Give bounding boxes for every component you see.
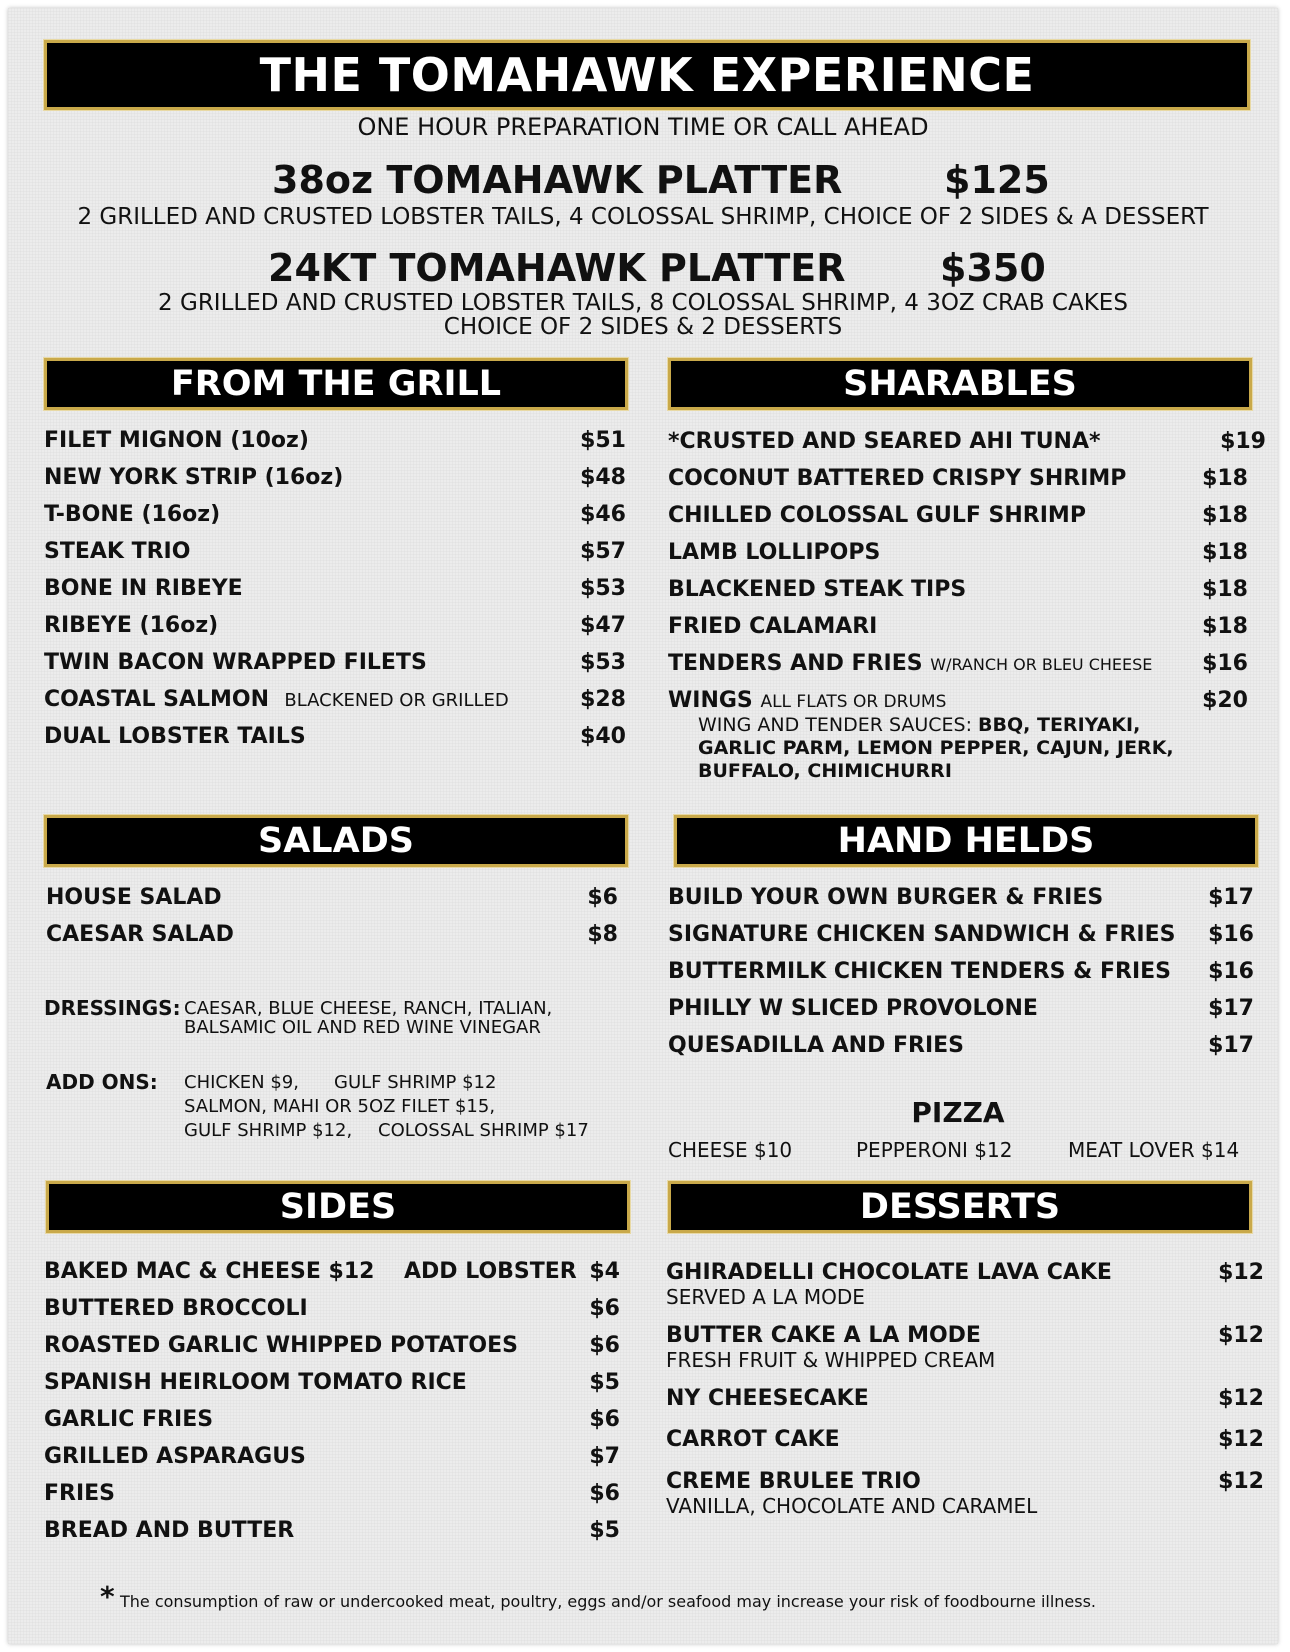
pizza-meat-lover: MEAT LOVER $14 xyxy=(1068,1138,1240,1162)
side-item-mac: BAKED MAC & CHEESE $12 xyxy=(44,1259,375,1284)
addons-gulf-shrimp-2: GULF SHRIMP $12, xyxy=(184,1120,353,1141)
grill-banner xyxy=(44,358,628,410)
grill-item-price: $48 xyxy=(580,465,626,490)
side-item: GARLIC FRIES xyxy=(44,1407,214,1432)
grill-item-price: $57 xyxy=(580,539,626,564)
dessert-item-sub: FRESH FRUIT & WHIPPED CREAM xyxy=(666,1348,996,1372)
sharables-item-note: ALL FLATS OR DRUMS xyxy=(760,692,947,712)
platter-2-name: 24KT TOMAHAWK PLATTER xyxy=(268,246,846,290)
dessert-item-price: $12 xyxy=(1218,1323,1264,1348)
side-item: FRIES xyxy=(44,1481,116,1506)
handheld-item-price: $17 xyxy=(1208,1033,1254,1058)
grill-item: COASTAL SALMON BLACKENED OR GRILLED xyxy=(44,687,509,712)
side-item: SPANISH HEIRLOOM TOMATO RICE xyxy=(44,1370,467,1395)
sharables-item: LAMB LOLLIPOPS xyxy=(668,540,881,565)
footer-disclaimer: The consumption of raw or undercooked meat, poultry, eggs and/or seafood may increase your risk of foodbourne illness. xyxy=(120,1592,1097,1611)
handheld-item-price: $17 xyxy=(1208,885,1254,910)
platter-2-desc-line2: CHOICE OF 2 SIDES & 2 DESSERTS xyxy=(443,314,843,340)
platter-1-name: 38oz TOMAHAWK PLATTER xyxy=(272,158,843,202)
footer-asterisk: * xyxy=(100,1580,115,1613)
side-item-price: $6 xyxy=(589,1296,620,1321)
addons-colossal-shrimp: COLOSSAL SHRIMP $17 xyxy=(378,1120,589,1141)
sharables-item-price: $18 xyxy=(1202,503,1248,528)
sharables-item: CHILLED COLOSSAL GULF SHRIMP xyxy=(668,503,1086,528)
dessert-item-price: $12 xyxy=(1218,1427,1264,1452)
sharables-item-price: $18 xyxy=(1202,540,1248,565)
grill-item-price: $51 xyxy=(580,428,626,453)
grill-item-price: $53 xyxy=(580,650,626,675)
dessert-item: NY CHEESECAKE xyxy=(666,1386,869,1411)
handhelds-title: HAND HELDS xyxy=(837,821,1095,861)
grill-item-price: $47 xyxy=(580,613,626,638)
handheld-item-price: $16 xyxy=(1208,922,1254,947)
handheld-item-price: $17 xyxy=(1208,996,1254,1021)
dessert-item-price: $12 xyxy=(1218,1469,1264,1494)
sharables-item: COCONUT BATTERED CRISPY SHRIMP xyxy=(668,466,1127,491)
pizza-title: PIZZA xyxy=(911,1096,1005,1129)
salad-item-price: $8 xyxy=(587,922,618,947)
sharables-item: FRIED CALAMARI xyxy=(668,614,878,639)
sides-banner xyxy=(46,1181,630,1233)
grill-item: BONE IN RIBEYE xyxy=(44,576,243,601)
prep-note: ONE HOUR PREPARATION TIME OR CALL AHEAD xyxy=(357,113,929,141)
side-item-price: $5 xyxy=(589,1370,620,1395)
grill-item-price: $53 xyxy=(580,576,626,601)
platter-2-desc-line1: 2 GRILLED AND CRUSTED LOBSTER TAILS, 8 COLOSSAL SHRIMP, 4 3OZ CRAB CAKES xyxy=(158,290,1128,316)
handhelds-banner xyxy=(674,815,1258,867)
sides-title: SIDES xyxy=(279,1187,397,1227)
sharables-item: *CRUSTED AND SEARED AHI TUNA* xyxy=(668,429,1101,454)
menu-title-banner xyxy=(44,40,1250,110)
dessert-item: BUTTER CAKE A LA MODE xyxy=(666,1323,981,1348)
wing-sauces xyxy=(698,714,1174,783)
sharables-item-price: $16 xyxy=(1202,651,1248,676)
side-addon-lobster: ADD LOBSTER xyxy=(404,1259,577,1284)
dressings-line1: CAESAR, BLUE CHEESE, RANCH, ITALIAN, xyxy=(184,998,553,1019)
salad-item: HOUSE SALAD xyxy=(46,885,222,910)
sharables-item-price: $18 xyxy=(1202,577,1248,602)
grill-item: DUAL LOBSTER TAILS xyxy=(44,724,306,749)
handheld-item-price: $16 xyxy=(1208,959,1254,984)
handheld-item: QUESADILLA AND FRIES xyxy=(668,1033,965,1058)
sharables-item: WINGS ALL FLATS OR DRUMS xyxy=(668,688,947,713)
side-item: BUTTERED BROCCOLI xyxy=(44,1296,308,1321)
grill-item-price: $28 xyxy=(580,687,626,712)
dessert-item-price: $12 xyxy=(1218,1386,1264,1411)
grill-item-price: $46 xyxy=(580,502,626,527)
sharables-item-price: $20 xyxy=(1202,688,1248,713)
grill-item-note: BLACKENED OR GRILLED xyxy=(284,690,509,711)
desserts-banner xyxy=(668,1181,1252,1233)
sauces-line1: BBQ, TERIYAKI, xyxy=(978,714,1141,736)
grill-item: FILET MIGNON (10oz) xyxy=(44,428,309,453)
addons-label: ADD ONS: xyxy=(46,1070,158,1094)
side-addon-price: $4 xyxy=(589,1259,620,1284)
sharables-item: TENDERS AND FRIES W/RANCH OR BLEU CHEESE xyxy=(668,651,1153,676)
side-item-price: $6 xyxy=(589,1407,620,1432)
addons-chicken: CHICKEN $9, xyxy=(184,1072,299,1093)
salads-banner xyxy=(44,815,628,867)
side-item: BREAD AND BUTTER xyxy=(44,1518,295,1543)
pizza-pepperoni: PEPPERONI $12 xyxy=(856,1138,1013,1162)
addons-gulf-shrimp: GULF SHRIMP $12 xyxy=(334,1072,497,1093)
handheld-item: BUTTERMILK CHICKEN TENDERS & FRIES xyxy=(668,959,1172,984)
salads-title: SALADS xyxy=(258,821,414,861)
side-item: GRILLED ASPARAGUS xyxy=(44,1444,306,1469)
sharables-item-price: $18 xyxy=(1202,466,1248,491)
menu-title: THE TOMAHAWK EXPERIENCE xyxy=(259,48,1035,102)
salad-item: CAESAR SALAD xyxy=(46,922,234,947)
grill-item: TWIN BACON WRAPPED FILETS xyxy=(44,650,427,675)
sharables-item-price: $18 xyxy=(1202,614,1248,639)
menu-page xyxy=(8,8,1278,1644)
grill-item: STEAK TRIO xyxy=(44,539,191,564)
dressings-line2: BALSAMIC OIL AND RED WINE VINEGAR xyxy=(184,1017,541,1038)
salad-item-price: $6 xyxy=(587,885,618,910)
side-item-price: $6 xyxy=(589,1481,620,1506)
pizza-cheese: CHEESE $10 xyxy=(668,1138,793,1162)
dessert-item: CREME BRULEE TRIO xyxy=(666,1469,921,1494)
sharables-item-note: W/RANCH OR BLEU CHEESE xyxy=(930,655,1153,674)
dessert-item: GHIRADELLI CHOCOLATE LAVA CAKE xyxy=(666,1260,1112,1285)
sharables-item-price: $19 xyxy=(1220,429,1266,454)
desserts-title: DESSERTS xyxy=(859,1187,1061,1227)
dessert-item: CARROT CAKE xyxy=(666,1427,840,1452)
dessert-item-sub: SERVED A LA MODE xyxy=(666,1285,865,1309)
platter-1-desc: 2 GRILLED AND CRUSTED LOBSTER TAILS, 4 COLOSSAL SHRIMP, CHOICE OF 2 SIDES & A DESSERT xyxy=(77,204,1209,230)
grill-item: T-BONE (16oz) xyxy=(44,502,221,527)
sauces-line3: BUFFALO, CHIMICHURRI xyxy=(698,760,952,782)
handheld-item: SIGNATURE CHICKEN SANDWICH & FRIES xyxy=(668,922,1176,947)
side-item-price: $6 xyxy=(589,1333,620,1358)
side-item-price: $5 xyxy=(589,1518,620,1543)
handheld-item: PHILLY W SLICED PROVOLONE xyxy=(668,996,1038,1021)
dessert-item-sub: VANILLA, CHOCOLATE AND CARAMEL xyxy=(666,1494,1038,1518)
handheld-item: BUILD YOUR OWN BURGER & FRIES xyxy=(668,885,1104,910)
side-item-price: $7 xyxy=(589,1444,620,1469)
platter-2-price: $350 xyxy=(940,246,1046,290)
addons-line2: SALMON, MAHI OR 5OZ FILET $15, xyxy=(184,1096,496,1117)
sharables-title: SHARABLES xyxy=(843,364,1077,404)
dessert-item-price: $12 xyxy=(1218,1260,1264,1285)
sauces-label: WING AND TENDER SAUCES: xyxy=(698,714,972,736)
platter-1-price: $125 xyxy=(944,158,1050,202)
grill-item: RIBEYE (16oz) xyxy=(44,613,219,638)
grill-item: NEW YORK STRIP (16oz) xyxy=(44,465,344,490)
sauces-line2: GARLIC PARM, LEMON PEPPER, CAJUN, JERK, xyxy=(698,737,1174,759)
grill-item-price: $40 xyxy=(580,724,626,749)
side-item: ROASTED GARLIC WHIPPED POTATOES xyxy=(44,1333,518,1358)
grill-title: FROM THE GRILL xyxy=(170,364,502,404)
dressings-label: DRESSINGS: xyxy=(44,996,181,1020)
sharables-item: BLACKENED STEAK TIPS xyxy=(668,577,967,602)
sharables-banner xyxy=(668,358,1252,410)
